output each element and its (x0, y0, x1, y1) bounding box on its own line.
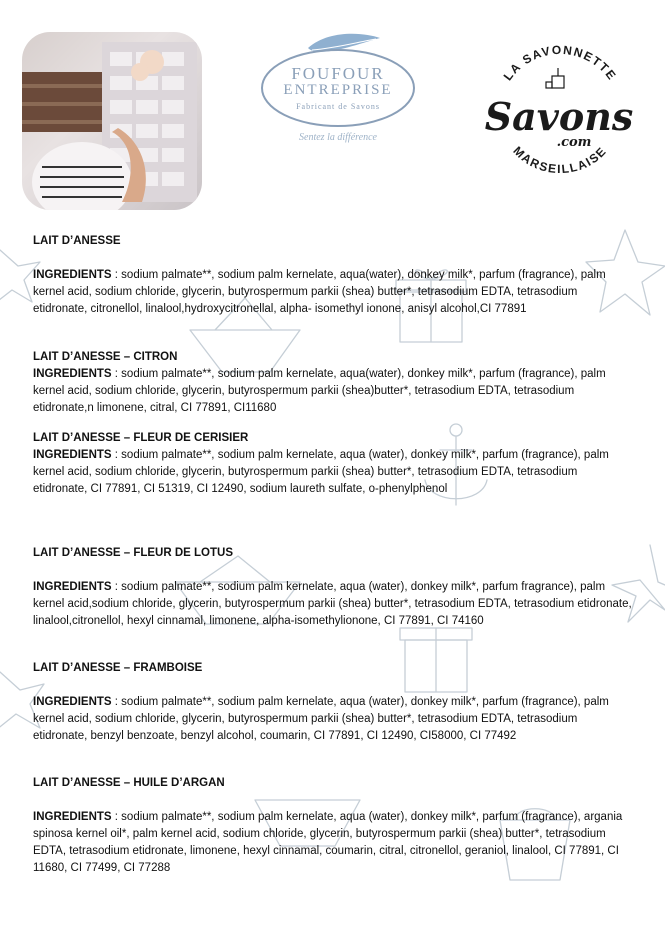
ingredients-text: : sodium palmate**, sodium palm kernelate, aqua(water), donkey milk*, parfum (fragrance), palm kernel acid, sodium chloride, glycerin, butyrospermum parkii (shea)butter*, tetrasodium EDTA, tetrasodium etidronate,n limonene, citral, CI 77891, CI11680 (33, 368, 606, 414)
ingredients-text: : sodium palmate**, sodium palm kernelate, aqua (water), donkey milk*, parfum (fragrance), palm kernel acid, sodium chloride, glycerin, butyrospermum parkii (shea) butter*, tetrasodium EDTA, tetrasodium etidronate, benzyl benzoate, benzyl alcohol, coumarin, CI 77891, CI 12490, CI58000, CI 77492 (33, 696, 609, 742)
product-title: LAIT D’ANESSE – FRAMBOISE (33, 662, 203, 674)
ingredients-label: INGREDIENTS (33, 581, 112, 593)
product-ingredients (33, 447, 633, 498)
product-ingredients (33, 579, 633, 630)
ingredients-label: INGREDIENTS (33, 811, 112, 823)
foufour-tagline: Sentez la différence (299, 132, 377, 143)
product-section (33, 349, 633, 417)
page-header (0, 0, 665, 220)
ingredients-text: : sodium palmate**, sodium palm kernelate, aqua (water), donkey milk*, parfum fragrance), palm kernel acid,sodium chloride, glycerin, butyrospermum parkii (shea) butter*, tetrasodium EDTA, tetrasodium etidronate, linalool,citronellol, hexyl cinnamal, limonene, alpha-isomethylionone, CI 77891, CI 74160 (33, 581, 632, 627)
ingredients-label: INGREDIENTS (33, 696, 112, 708)
product-ingredients (33, 267, 633, 318)
product-section (33, 775, 633, 877)
ingredients-text: : sodium palmate**, sodium palm kernelate, aqua (water), donkey milk*, parfum (fragrance), argania spinosa kernel oil*, palm kernel acid, sodium chloride, glycerin, butyrospermum parkii (shea) butter*, tetrasodium EDTA, tetrasodium etidronate, limonene, hexyl cinnamal, coumarin, citral, citronellol, geraniol, linalool, CI 77891, CI 11680, CI 77499, CI 77288 (33, 811, 623, 874)
product-title: LAIT D’ANESSE (33, 235, 121, 247)
savons-brand: Savons (484, 94, 634, 139)
product-ingredients (33, 809, 633, 877)
shop-photo (22, 32, 202, 210)
ingredients-label: INGREDIENTS (33, 368, 112, 380)
product-section (33, 660, 633, 745)
savons-top-arc: LA SAVONNETTE (500, 42, 620, 84)
product-title: LAIT D’ANESSE – FLEUR DE LOTUS (33, 547, 233, 559)
ingredients-label: INGREDIENTS (33, 269, 112, 281)
foufour-subtitle: Fabricant de Savons (296, 102, 380, 111)
foufour-logo (258, 30, 418, 150)
product-section (33, 545, 633, 630)
product-title: LAIT D’ANESSE – FLEUR DE CERISIER (33, 432, 249, 444)
ingredients-text: : sodium palmate**, sodium palm kernelate, aqua (water), donkey milk*, parfum (fragrance), palm kernel acid, sodium chloride, glycerin, butyrospermum parkii (shea) butter*, tetrasodium EDTA, tetrasodium etidronate, CI 77891, CI 51319, CI 12490, sodium laureth sulfate, o-phenylphenol (33, 449, 609, 495)
product-title: LAIT D’ANESSE – HUILE D’ARGAN (33, 777, 225, 789)
product-title: LAIT D’ANESSE – CITRON (33, 351, 178, 363)
product-section (33, 233, 633, 318)
product-ingredients (33, 694, 633, 745)
product-ingredients (33, 366, 633, 417)
savons-dotcom: .com (556, 135, 592, 150)
ingredients-text: : sodium palmate**, sodium palm kernelate, aqua(water), donkey milk*, parfum (fragrance), palm kernel acid, sodium chloride, glycerin, butyrospermum parkii (shea) butter*, tetrasodium EDTA, tetrasodium etidronate, citronellol, linalool,hydroxycitronellal, alpha- isomethyl ionone, anisyl alcohol,CI 77891 (33, 269, 606, 315)
svg-text:LA SAVONNETTE (501, 43, 620, 83)
savons-logo (478, 42, 640, 184)
product-section (33, 430, 633, 498)
foufour-name-line1: FOUFOUR (291, 64, 385, 83)
ingredients-label: INGREDIENTS (33, 449, 112, 461)
foufour-name-line2: ENTREPRISE (283, 82, 393, 98)
savons-bottom-arc: MARSEILLAISE (510, 143, 610, 177)
